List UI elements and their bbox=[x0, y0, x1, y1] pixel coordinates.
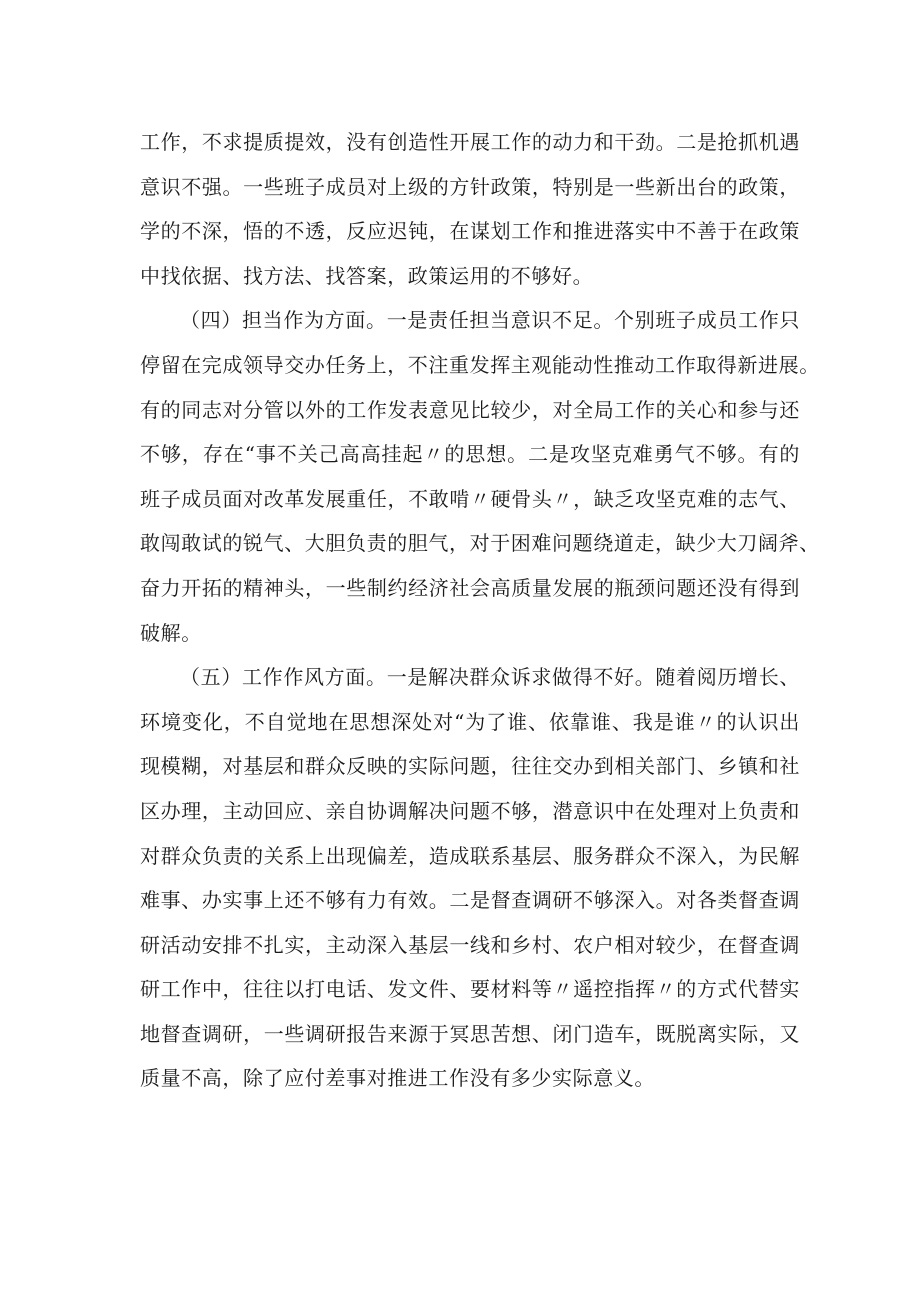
text-line: 工作，不求提质提效，没有创造性开展工作的动力和干劲。二是抢抓机遇 bbox=[140, 130, 800, 154]
paragraph-5 bbox=[140, 655, 800, 1101]
text-line: 现模糊，对基层和群众反映的实际问题，往往交办到相关部门、乡镇和社 bbox=[140, 754, 800, 779]
text-line: 区办理，主动回应、亲自协调解决问题不够，潜意识中在处理对上负责和 bbox=[140, 798, 800, 823]
text-line: 学的不深，悟的不透，反应迟钝，在谋划工作和推进落实中不善于在政策 bbox=[140, 219, 800, 244]
text-line: 研工作中，往往以打电话、发文件、要材料等〃遥控指挥〃的方式代替实 bbox=[140, 977, 800, 1002]
text-line: 班子成员面对改革发展重任，不敢啃〃硬骨头〃，缺乏攻坚克难的志气、 bbox=[140, 486, 800, 511]
text-line: 破解。 bbox=[140, 620, 202, 645]
text-line: 敢闯敢试的锐气、大胆负责的胆气，对于困难问题绕道走，缺少大刀阔斧、 bbox=[140, 531, 820, 556]
document-page bbox=[140, 120, 820, 1101]
paragraph-4 bbox=[140, 298, 820, 655]
text-line: 有的同志对分管以外的工作发表意见比较少，对全局工作的关心和参与还 bbox=[140, 397, 800, 422]
text-line: 地督查调研，一些调研报告来源于冥思苦想、闭门造车，既脱离实际，又 bbox=[140, 1021, 800, 1046]
text-line: 意识不强。一些班子成员对上级的方针政策，特别是一些新出台的政策， bbox=[140, 174, 800, 199]
text-line: 难事、办实事上还不够有力有效。二是督查调研不够深入。对各类督查调 bbox=[140, 888, 800, 913]
paragraph-continued bbox=[140, 120, 800, 298]
text-line: 不够，存在“事不关己高高挂起〃的思想。二是攻坚克难勇气不够。有的 bbox=[140, 442, 800, 467]
text-line: 中找依据、找方法、找答案，政策运用的不够好。 bbox=[140, 263, 594, 288]
text-line: 质量不高，除了应付差事对推进工作没有多少实际意义。 bbox=[140, 1066, 655, 1091]
text-line: 奋力开拓的精神头，一些制约经济社会高质量发展的瓶颈问题还没有得到 bbox=[140, 575, 800, 600]
text-line: （五）工作作风方面。一是解决群众诉求做得不好。随着阅历增长、 bbox=[180, 665, 800, 690]
text-line: （四）担当作为方面。一是责任担当意识不足。个别班子成员工作只 bbox=[180, 308, 800, 333]
text-line: 停留在完成领导交办任务上，不注重发挥主观能动性推动工作取得新进展。 bbox=[140, 352, 820, 377]
text-line: 研活动安排不扎实，主动深入基层一线和乡村、农户相对较少，在督查调 bbox=[140, 932, 800, 957]
text-line: 对群众负责的关系上出现偏差，造成联系基层、服务群众不深入，为民解 bbox=[140, 843, 800, 868]
text-line: 环境变化，不自觉地在思想深处对“为了谁、依靠谁、我是谁〃的认识出 bbox=[140, 709, 800, 734]
